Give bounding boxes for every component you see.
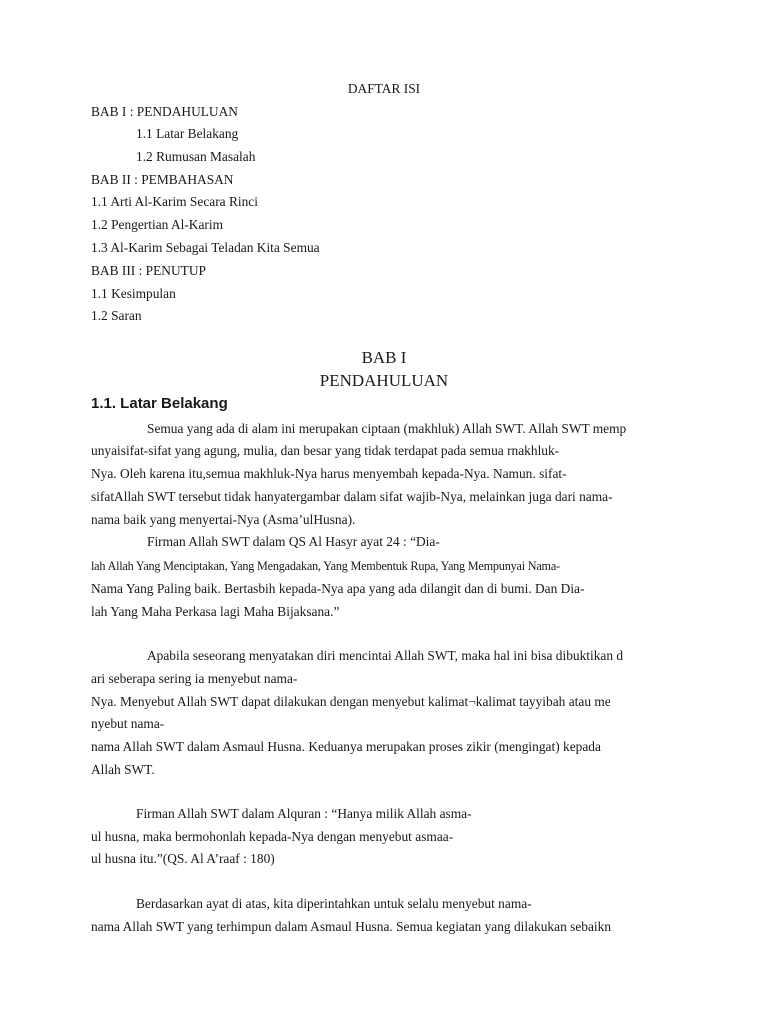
toc-item-al-karim-teladan: 1.3 Al-Karim Sebagai Teladan Kita Semua [91,240,320,255]
body-line: Semua yang ada di alam ini merupakan ciptaan (makhluk) Allah SWT. Allah SWT memp [147,421,627,436]
body-line: ul husna, maka bermohonlah kepada-Nya dengan menyebut asmaa- [91,829,454,844]
toc-title: DAFTAR ISI [347,81,421,96]
body-line: Nya. Oleh karena itu,semua makhluk-Nya harus menyembah kepada-Nya. Namun. sifat- [91,466,567,481]
chapter-number: BAB I [361,348,407,367]
body-line: lah Yang Maha Perkasa lagi Maha Bijaksana.” [91,604,340,619]
body-line: Nama Yang Paling baik. Bertasbih kepada-Nya apa yang ada dilangit dan di bumi. Dan Dia- [91,581,585,596]
body-line: lah Allah Yang Menciptakan, Yang Mengadakan, Yang Membentuk Rupa, Yang Mempunyai Nama- [91,559,560,573]
body-line: unyaisifat-sifat yang agung, mulia, dan besar yang tidak terdapat pada semua rnakhluk- [91,443,560,458]
toc-item-arti-al-karim: 1.1 Arti Al-Karim Secara Rinci [91,194,258,209]
toc-item-latar-belakang: 1.1 Latar Belakang [136,126,239,141]
toc-item-pengertian-al-karim: 1.2 Pengertian Al-Karim [91,217,224,232]
body-line: ul husna itu.”(QS. Al A’raaf : 180) [91,851,275,866]
body-line: sifatAllah SWT tersebut tidak hanyatergambar dalam sifat wajib-Nya, melainkan juga dari nama- [91,489,613,504]
body-line: Berdasarkan ayat di atas, kita diperintahkan untuk selalu menyebut nama- [136,896,532,911]
body-line: ari seberapa sering ia menyebut nama- [91,671,298,686]
body-line: nama Allah SWT dalam Asmaul Husna. Keduanya merupakan proses zikir (mengingat) kepada [91,739,601,754]
toc-item-bab3: BAB III : PENUTUP [91,263,206,278]
section-heading: 1.1. Latar Belakang [91,395,228,412]
body-line: Nya. Menyebut Allah SWT dapat dilakukan dengan menyebut kalimat¬kalimat tayyibah atau me [91,694,611,709]
toc-item-bab2: BAB II : PEMBAHASAN [91,172,234,187]
body-line: nama baik yang menyertai-Nya (Asma’ulHusna). [91,512,356,527]
body-line: Allah SWT. [91,762,155,777]
body-line: Firman Allah SWT dalam QS Al Hasyr ayat 24 : “Dia- [147,534,440,549]
body-line: nama Allah SWT yang terhimpun dalam Asmaul Husna. Semua kegiatan yang dilakukan sebaikn [91,919,612,934]
toc-item-bab1: BAB I : PENDAHULUAN [91,104,238,119]
body-line: Apabila seseorang menyatakan diri mencintai Allah SWT, maka hal ini bisa dibuktikan d [147,648,624,663]
body-line: nyebut nama- [91,716,165,731]
toc-item-kesimpulan: 1.1 Kesimpulan [91,286,176,301]
chapter-title: PENDAHULUAN [319,371,449,390]
toc-item-rumusan-masalah: 1.2 Rumusan Masalah [136,149,256,164]
toc-item-saran: 1.2 Saran [91,308,142,323]
body-line: Firman Allah SWT dalam Alquran : “Hanya milik Allah asma- [136,806,472,821]
